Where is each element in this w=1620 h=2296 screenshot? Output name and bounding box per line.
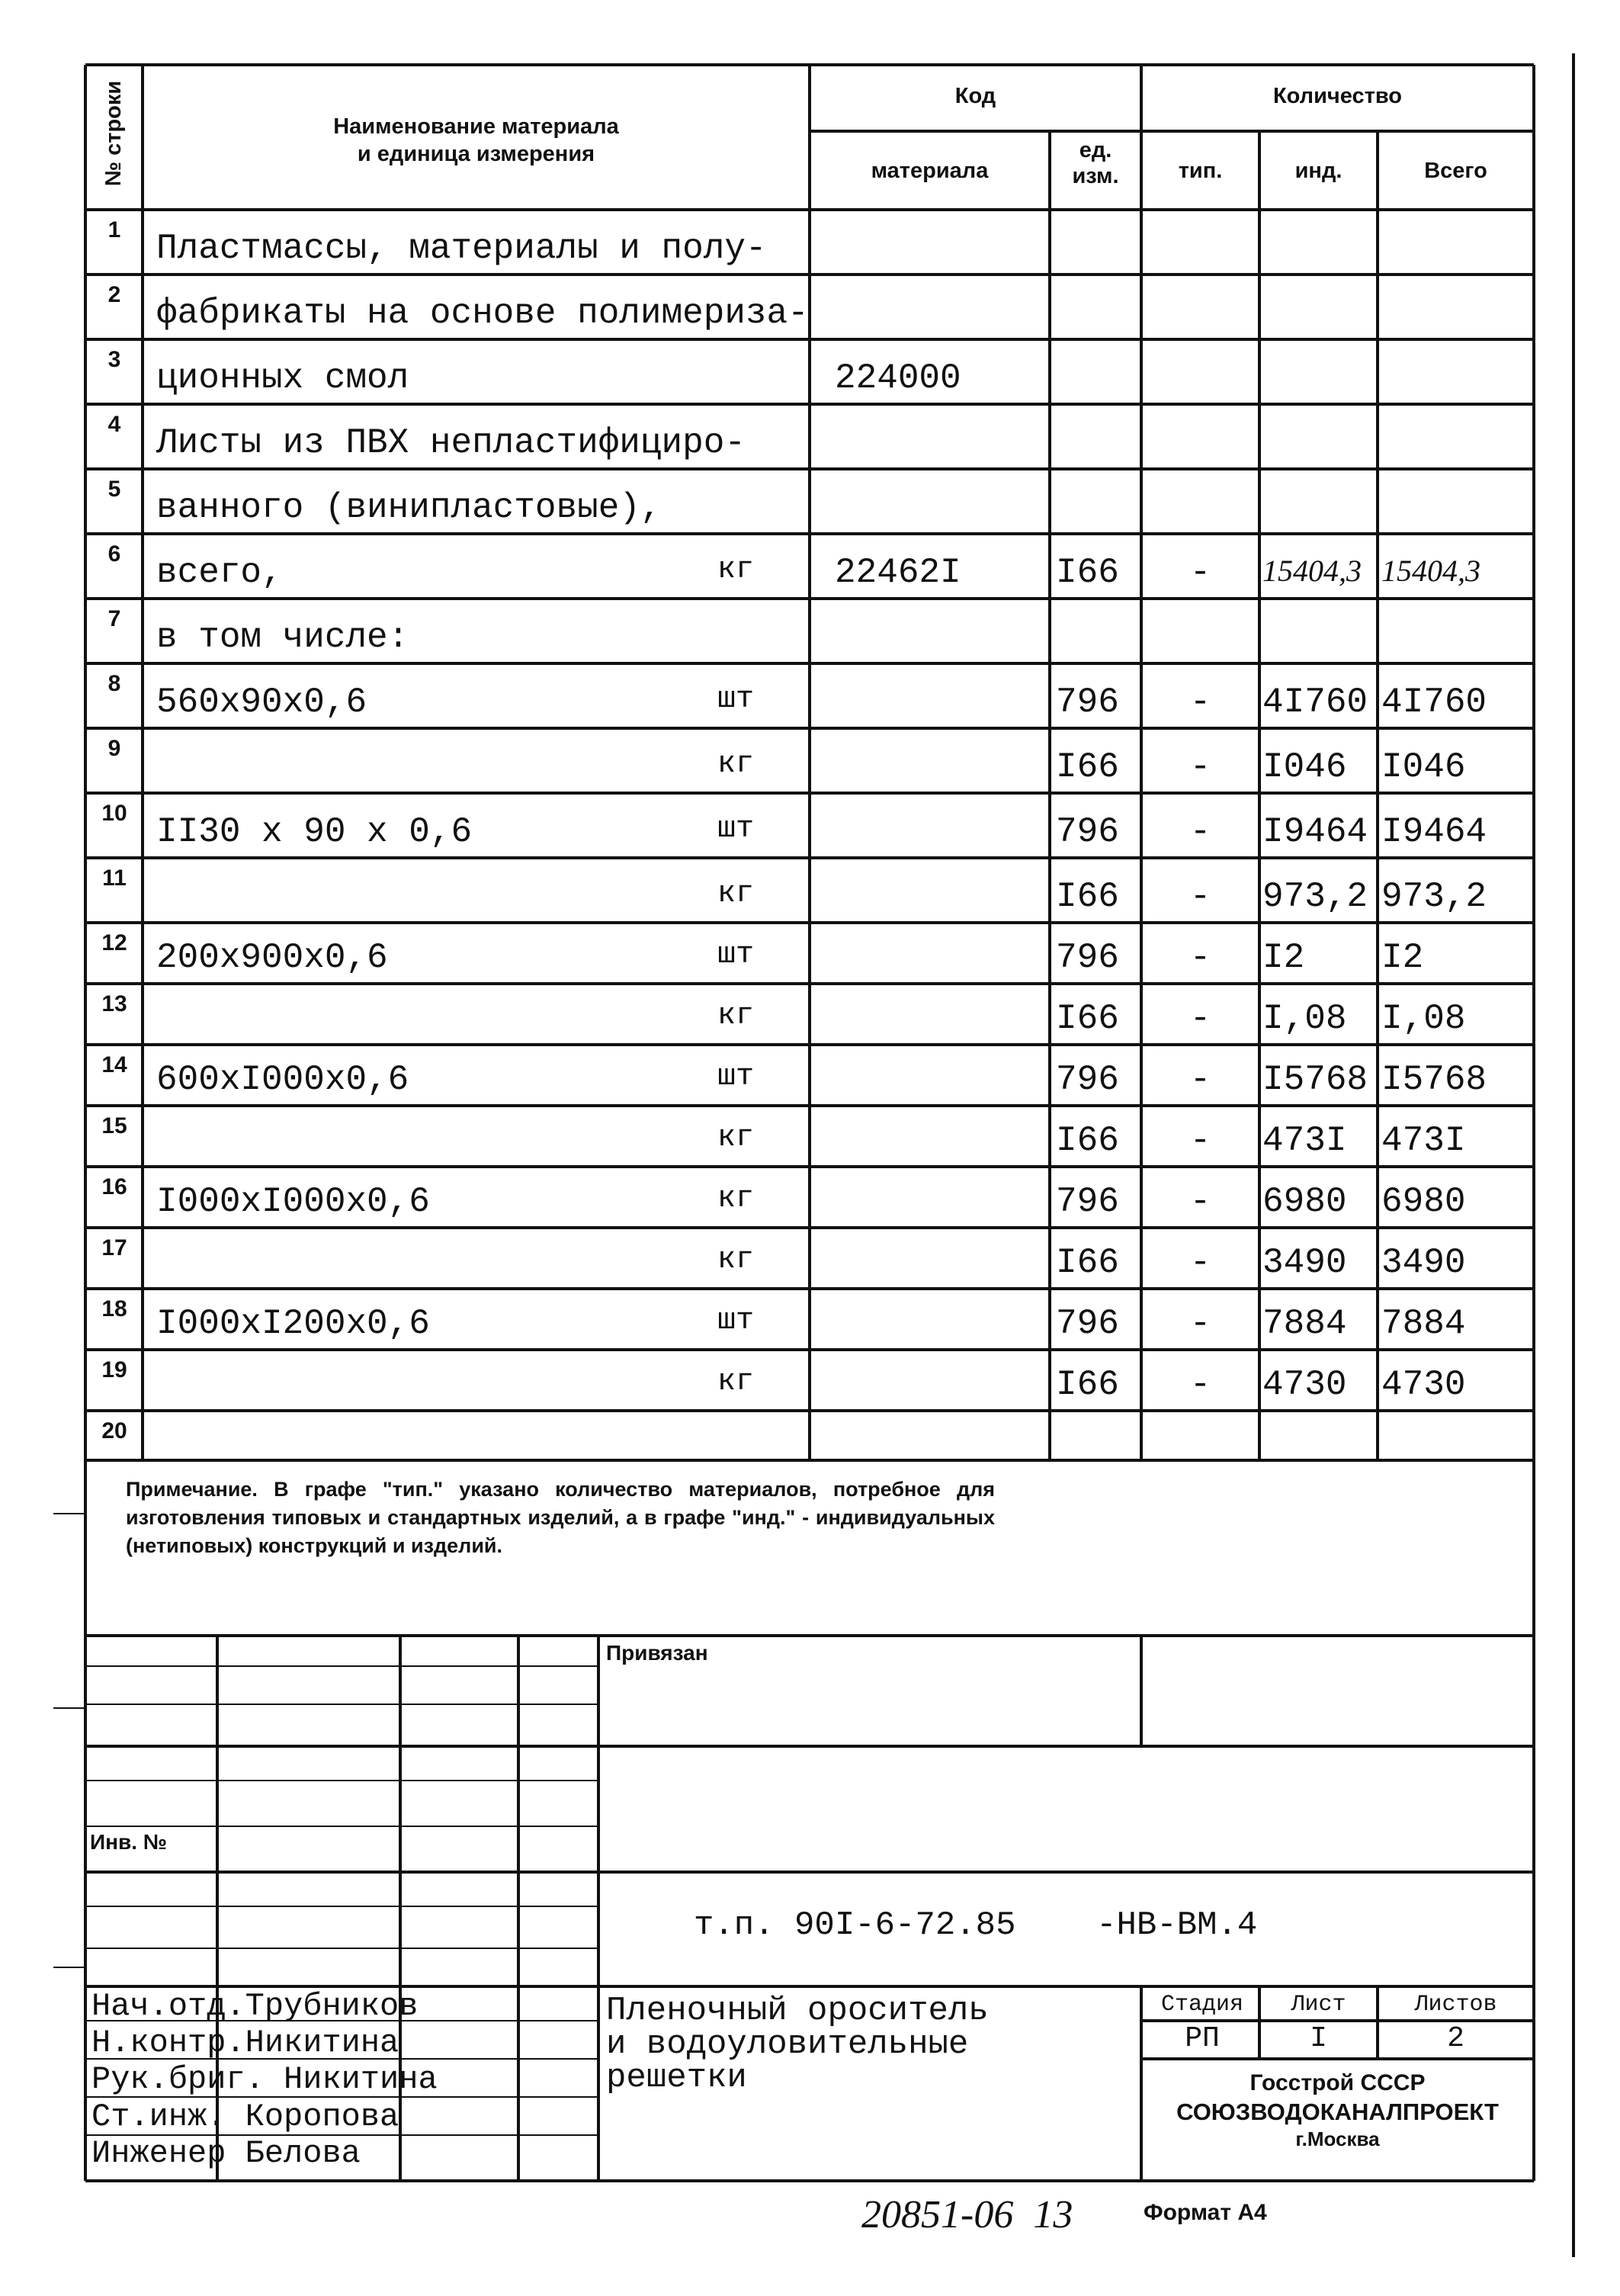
material-code-header: материала	[871, 159, 989, 183]
quantity-header: Количество	[1272, 84, 1402, 108]
cell-ind: 3490	[1262, 1243, 1347, 1283]
row-number: 12	[101, 930, 127, 955]
cell-unit-name: кг	[717, 1121, 754, 1155]
cell-unit: 796	[1056, 812, 1119, 852]
cell-name: всего,	[156, 553, 283, 592]
typ-header: тип.	[1178, 159, 1223, 183]
row-number: 18	[101, 1296, 127, 1321]
note-text: Примечание. В графе "тип." указано количество материалов, потребное для изготовления типовых и стандартных изделий, а в графе "инд." - индивидуальных (нетиповых) конструкций и изделий.	[126, 1478, 995, 1557]
cell-typ: -	[1189, 1060, 1211, 1100]
cell-ind: I9464	[1262, 812, 1368, 852]
cell-total: 4I760	[1381, 682, 1487, 722]
cell-unit: I66	[1056, 1243, 1119, 1283]
cell-unit: I66	[1056, 999, 1119, 1039]
cell-total: I9464	[1381, 812, 1487, 852]
row-number: 20	[101, 1418, 127, 1443]
cell-unit: I66	[1056, 1121, 1119, 1161]
row-number: 13	[101, 991, 127, 1016]
cell-unit-name: кг	[717, 553, 754, 587]
cell-unit: I66	[1056, 553, 1119, 592]
ind-header: инд.	[1294, 159, 1343, 183]
cell-ind: 973,2	[1262, 877, 1368, 917]
row-number: 11	[102, 865, 127, 891]
row-number-header: № строки	[101, 80, 126, 187]
row-number: 4	[107, 412, 121, 437]
signer-3: Рук.бриг. Никитина	[91, 2061, 438, 2098]
cell-typ: -	[1189, 938, 1211, 978]
row-number: 3	[107, 347, 121, 372]
cell-unit-name: шт	[717, 1060, 754, 1094]
cell-typ: -	[1189, 1243, 1211, 1283]
org-line-1: Госстрой СССР	[1249, 2070, 1426, 2095]
privyazan-label: Привязан	[606, 1641, 708, 1665]
cell-unit: I66	[1056, 1365, 1119, 1405]
cell-total: 973,2	[1381, 877, 1487, 917]
cell-unit: 796	[1056, 938, 1119, 978]
row-number: 5	[107, 477, 121, 502]
name-header: Наименование материала и единица измерения	[333, 114, 619, 166]
cell-typ: -	[1189, 553, 1211, 592]
cell-ind: 4I760	[1262, 682, 1368, 722]
cell-unit-name: кг	[717, 999, 754, 1033]
cell-name: 560x90x0,6	[156, 682, 367, 722]
cell-typ: -	[1189, 1365, 1211, 1405]
project-code: т.п. 90I-6-72.85 -НВ-ВМ.4	[694, 1906, 1258, 1944]
row-number: 8	[107, 671, 121, 696]
signer-4: Ст.инж. Коропова	[91, 2099, 399, 2135]
cell-name: I000xI000x0,6	[156, 1182, 430, 1222]
cell-total: I046	[1381, 747, 1466, 787]
cell-total: 6980	[1381, 1182, 1466, 1222]
cell-typ: -	[1189, 1121, 1211, 1161]
cell-ind: 15404,3	[1262, 554, 1362, 588]
cell-typ: -	[1189, 1182, 1211, 1222]
cell-code: 224000	[835, 358, 961, 398]
cell-unit: I66	[1056, 877, 1119, 917]
format-label: Формат А4	[1144, 2200, 1267, 2225]
cell-typ: -	[1189, 877, 1211, 917]
sheets-label: Листов	[1414, 1992, 1497, 2018]
cell-name: фабрикаты на основе полимериза-	[156, 294, 809, 333]
cell-unit-name: шт	[717, 1304, 754, 1338]
cell-typ: -	[1189, 1304, 1211, 1344]
cell-unit: 796	[1056, 1304, 1119, 1344]
cell-total: I5768	[1381, 1060, 1487, 1100]
row-number: 14	[101, 1052, 127, 1077]
cell-name: Пластмассы, материалы и полу-	[156, 229, 767, 268]
code-header: Код	[954, 84, 996, 108]
sheets-value: 2	[1447, 2022, 1464, 2055]
total-header: Всего	[1424, 159, 1487, 183]
cell-total: I,08	[1381, 999, 1466, 1039]
cell-ind: I2	[1262, 938, 1305, 978]
cell-total: 4730	[1381, 1365, 1466, 1405]
cell-typ: -	[1189, 682, 1211, 722]
cell-ind: I5768	[1262, 1060, 1368, 1100]
cell-unit: I66	[1056, 747, 1119, 787]
cell-unit-name: шт	[717, 812, 754, 846]
row-number: 9	[107, 736, 121, 761]
cell-unit: 796	[1056, 1060, 1119, 1100]
cell-ind: I046	[1262, 747, 1347, 787]
unit-header: ед. изм.	[1072, 138, 1119, 188]
cell-unit-name: шт	[717, 938, 754, 972]
cell-name: II30 x 90 x 0,6	[156, 812, 473, 852]
stage-label: Стадия	[1160, 1992, 1244, 2018]
row-number: 10	[101, 801, 127, 826]
cell-name: I000xI200x0,6	[156, 1304, 430, 1344]
stamp-number: 20851-06 13	[861, 2193, 1073, 2237]
cell-ind: I,08	[1262, 999, 1347, 1039]
cell-code: 22462I	[835, 553, 961, 592]
cell-typ: -	[1189, 747, 1211, 787]
cell-typ: -	[1189, 999, 1211, 1039]
cell-unit-name: кг	[717, 747, 754, 782]
cell-total: 15404,3	[1381, 554, 1480, 588]
org-line-3: г.Москва	[1295, 2127, 1380, 2150]
row-number: 19	[101, 1357, 127, 1382]
cell-name: Листы из ПВХ непластифициро-	[156, 423, 746, 463]
cell-total: 7884	[1381, 1304, 1466, 1344]
row-number: 2	[107, 282, 121, 307]
signer-5: Инженер Белова	[91, 2135, 361, 2172]
cell-ind: 7884	[1262, 1304, 1347, 1344]
cell-name: 600xI000x0,6	[156, 1060, 409, 1100]
cell-name: в том числе:	[156, 618, 409, 657]
cell-name: ционных смол	[156, 358, 409, 398]
cell-name: 200x900x0,6	[156, 938, 388, 978]
cell-name: ванного (винипластовые),	[156, 488, 662, 528]
cell-unit-name: кг	[717, 1365, 754, 1399]
row-number: 15	[101, 1113, 127, 1138]
cell-total: I2	[1381, 938, 1424, 978]
sheet-label: Лист	[1291, 1992, 1346, 2018]
org-line-2: СОЮЗВОДОКАНАЛПРОЕКТ	[1176, 2099, 1499, 2125]
sheet-value: I	[1310, 2022, 1327, 2055]
cell-ind: 6980	[1262, 1182, 1347, 1222]
document-title: Пленочный ороситель и водоуловительные решетки	[606, 1992, 989, 2097]
cell-unit-name: кг	[717, 877, 754, 911]
row-number: 16	[101, 1174, 127, 1199]
cell-total: 473I	[1381, 1121, 1466, 1161]
stage-value: РП	[1185, 2022, 1220, 2055]
cell-unit-name: шт	[717, 682, 754, 717]
row-number: 6	[107, 541, 121, 567]
cell-unit-name: кг	[717, 1182, 754, 1216]
inventory-number-label: Инв. №	[90, 1830, 168, 1854]
cell-ind: 473I	[1262, 1121, 1347, 1161]
cell-unit: 796	[1056, 682, 1119, 722]
row-number: 7	[107, 606, 121, 631]
cell-typ: -	[1189, 812, 1211, 852]
signer-2: Н.контр.Никитина	[91, 2025, 399, 2061]
row-number: 1	[107, 217, 121, 242]
cell-unit: 796	[1056, 1182, 1119, 1222]
row-number: 17	[101, 1235, 127, 1260]
cell-total: 3490	[1381, 1243, 1466, 1283]
cell-ind: 4730	[1262, 1365, 1347, 1405]
cell-unit-name: кг	[717, 1243, 754, 1277]
signer-1: Нач.отд.Трубников	[91, 1988, 419, 2025]
